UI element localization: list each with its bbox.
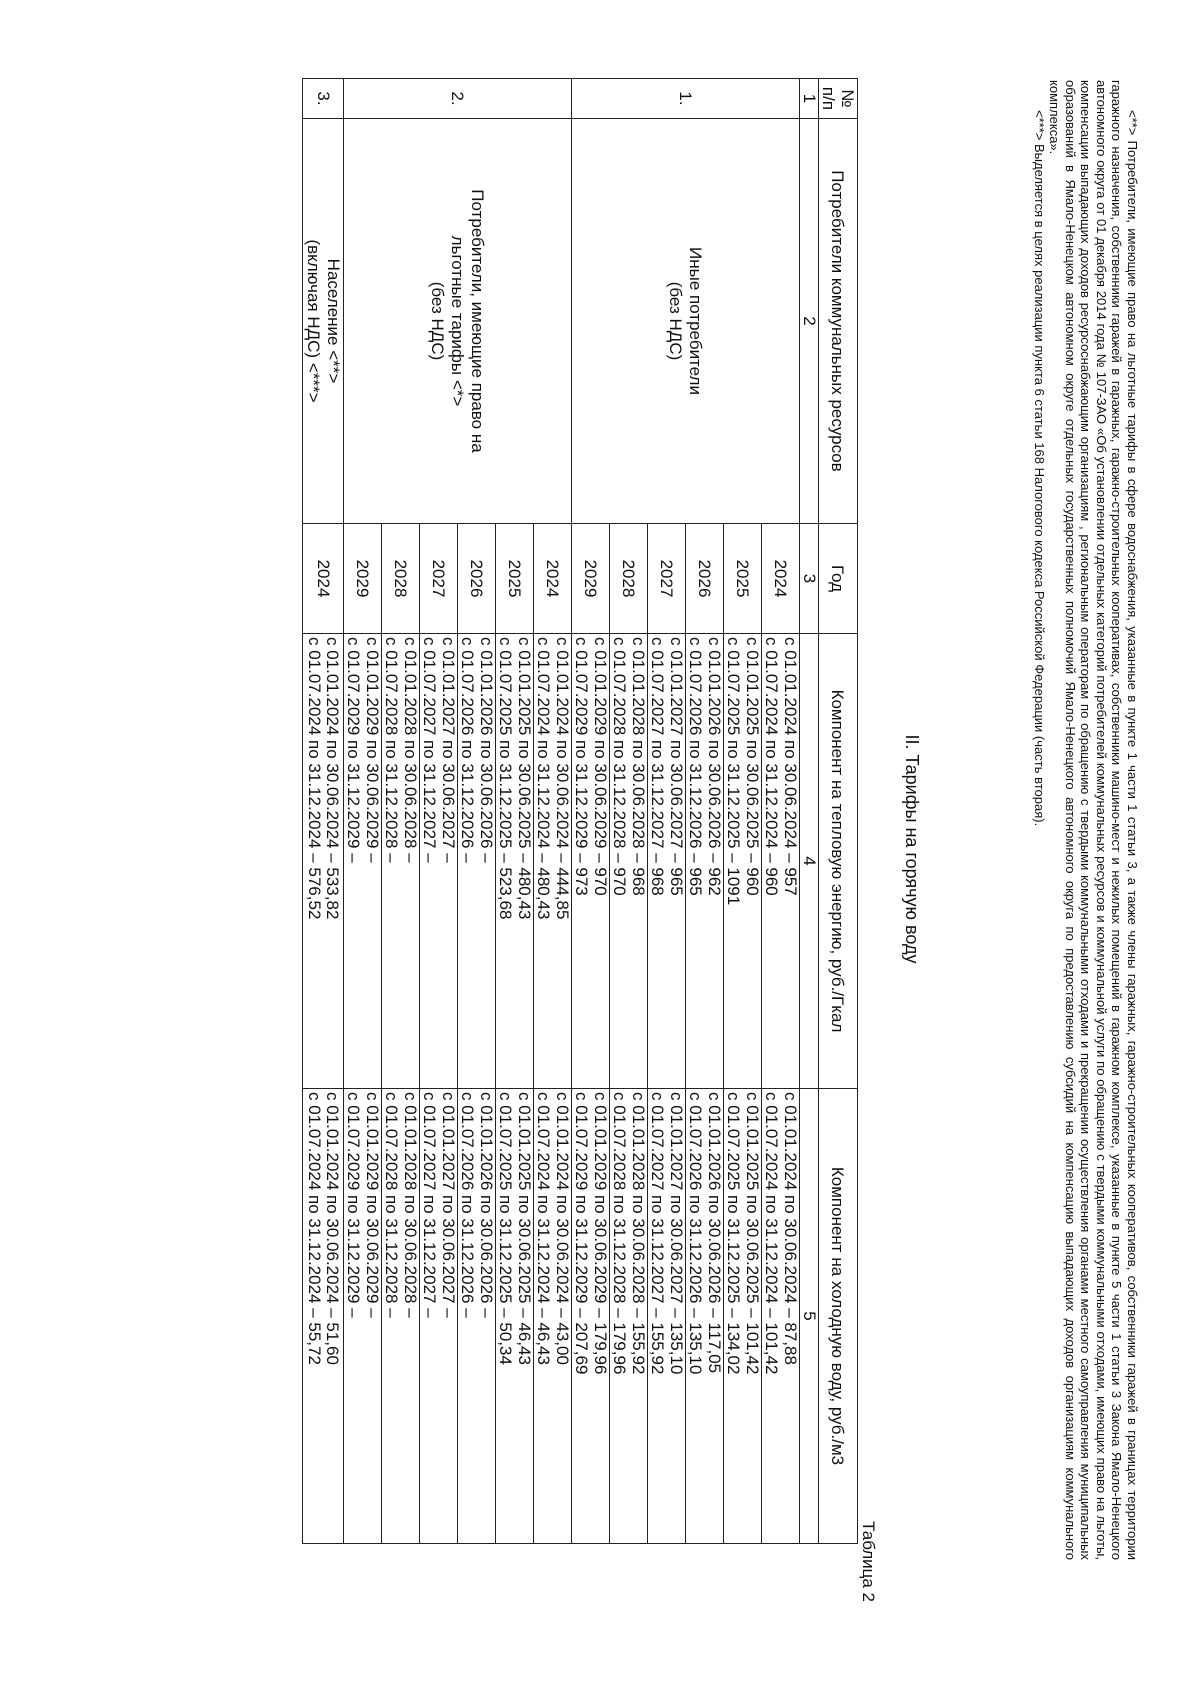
tariff-period: с 01.01.2027 по 30.06.2027 – — [439, 637, 458, 863]
tariff-period: с 01.01.2029 по 30.06.2029 – 179,96 — [591, 1092, 610, 1375]
tariff-period: с 01.07.2024 по 31.12.2024 – 101,42 — [762, 1092, 782, 1375]
heat-component-cell — [648, 634, 686, 1089]
heat-component-cell — [762, 634, 800, 1089]
tariff-period: с 01.07.2024 по 31.12.2024 – 480,43 — [534, 637, 554, 920]
tariff-period: с 01.07.2025 по 31.12.2025 – 134,02 — [724, 1092, 744, 1375]
heat-component-cell — [458, 634, 496, 1089]
cold-water-component-cell — [420, 1089, 458, 1544]
tariff-period: с 01.01.2028 по 30.06.2028 – 155,92 — [629, 1092, 648, 1375]
consumer-group-line: Потребители, имеющие право на — [468, 189, 488, 453]
tariff-period: с 01.01.2024 по 30.06.2024 – 87,88 — [781, 1092, 800, 1365]
footnote-triple-asterisk: <***> Выделяется в целях реализации пункта 6 статьи 168 Налогового кодекса Российской Федерации (часть вторая). — [1032, 110, 1047, 827]
header-year: Год — [819, 524, 858, 634]
consumer-group-line: Иные потребители — [686, 247, 706, 395]
heat-component-cell — [303, 634, 344, 1089]
tariff-period: с 01.07.2024 по 31.12.2024 – 960 — [762, 637, 782, 896]
column-number-row — [800, 79, 819, 1544]
year-cell: 2026 — [458, 524, 496, 634]
consumer-group-line: (без НДС) — [666, 281, 686, 361]
year-cell: 2024 — [534, 524, 572, 634]
tariff-period: с 01.07.2029 по 31.12.2029 – — [344, 1092, 364, 1318]
tariff-period: с 01.01.2025 по 30.06.2025 – 46,43 — [515, 1092, 534, 1365]
table-label: Таблица 2 — [859, 1521, 878, 1602]
header-cold-water-component: Компонент на холодную воду, руб./м3 — [819, 1089, 858, 1544]
tariff-period: с 01.07.2028 по 31.12.2028 – 179,96 — [610, 1092, 630, 1375]
tariff-period: с 01.01.2029 по 30.06.2029 – — [363, 1092, 382, 1318]
header-number: № п/п — [819, 79, 858, 119]
tariff-period: с 01.01.2024 по 30.06.2024 – 444,85 — [553, 637, 572, 920]
tariff-period: с 01.07.2025 по 31.12.2025 – 50,34 — [496, 1092, 516, 1365]
tariff-period: с 01.01.2026 по 30.06.2026 – — [477, 637, 496, 863]
section-title: II. Тарифы на горячую воду — [902, 734, 922, 964]
tariff-period: с 01.07.2025 по 31.12.2025 – 523,68 — [496, 637, 516, 920]
row-index: 2. — [344, 79, 572, 119]
tariff-period: с 01.07.2024 по 31.12.2024 – 576,52 — [305, 637, 324, 920]
cold-water-component-cell — [762, 1089, 800, 1544]
footnote-double-asterisk: <**> Потребители, имеющие право на льготные тарифы в сфере водоснабжения, указанные в пункте 1 части 1 статьи 3, а также члены гаражных, гаражно-строительных кооперативов, собственники гаражей в границах территории гаражного назначения, собственники гаражей в гаражных, гаражно-строительных кооперативах, собственники машино-мест и нежилых помещений в гаражном комплексе, указанные в пункте 5 части 1 статьи 3 Закона Ямало-Ненецкого автономного округа от 01 декабря 2014 года № 107-ЗАО «Об установлении отдельных категорий потребителей коммунальных ресурсов и коммунальной услуги по обращению с твердыми коммунальными отходами, имеющих право на льготы, компенсации выпадающих доходов ресурсоснабжающим организациям , региональным операторам по обращению с твердыми коммунальными отходами и прекращении осуществления органами местного самоуправления муниципальных образований в Ямало-Ненецком автономном округе отдельных государственных полномочий Ямало-Ненецкого автономного округа по предоставлению субсидий на компенсацию выпадающих доходов организациям коммунального комплекса». — [1047, 80, 1140, 1560]
column-number: 2 — [800, 119, 819, 524]
tariff-period: с 01.01.2027 по 30.06.2027 – 965 — [667, 637, 686, 896]
year-cell: 2027 — [648, 524, 686, 634]
tariff-period: с 01.07.2025 по 31.12.2025 – 1091 — [724, 637, 744, 906]
consumer-group — [344, 119, 572, 524]
tariff-period: с 01.07.2027 по 31.12.2027 – 155,92 — [648, 1092, 668, 1375]
footnotes — [1032, 80, 1141, 1560]
tariff-period: с 01.01.2024 по 30.06.2024 – 51,60 — [323, 1092, 343, 1365]
tariff-period: с 01.01.2026 по 30.06.2026 – 962 — [705, 637, 724, 896]
cold-water-component-cell — [534, 1089, 572, 1544]
tariff-period: с 01.01.2028 по 30.06.2028 – — [401, 1092, 420, 1318]
tariff-period: с 01.07.2027 по 31.12.2027 – 968 — [648, 637, 668, 896]
tariff-period: с 01.07.2029 по 31.12.2029 – — [344, 637, 364, 863]
header-heat-component: Компонент на тепловую энергию, руб./Гкал — [819, 634, 858, 1089]
year-cell: 2024 — [762, 524, 800, 634]
year-cell: 2026 — [686, 524, 724, 634]
cold-water-component-cell — [610, 1089, 648, 1544]
year-cell: 2025 — [496, 524, 534, 634]
header-consumers: Потребители коммунальных ресурсов — [819, 119, 858, 524]
table-row — [534, 79, 572, 1544]
tariff-period: с 01.01.2028 по 30.06.2028 – 968 — [629, 637, 648, 896]
tariff-period: с 01.01.2025 по 30.06.2025 – 480,43 — [515, 637, 534, 920]
tariff-period: с 01.07.2029 по 31.12.2029 – 973 — [572, 637, 592, 896]
cold-water-component-cell — [648, 1089, 686, 1544]
tariff-period: с 01.01.2029 по 30.06.2029 – — [363, 637, 382, 863]
cold-water-component-cell — [344, 1089, 382, 1544]
tariff-period: с 01.01.2025 по 30.06.2025 – 960 — [743, 637, 762, 896]
year-cell: 2028 — [382, 524, 420, 634]
year-cell: 2028 — [610, 524, 648, 634]
tariff-period: с 01.01.2027 по 30.06.2027 – — [439, 1092, 458, 1318]
tariff-period: с 01.07.2026 по 31.12.2026 – 135,10 — [686, 1092, 706, 1375]
year-cell: 2025 — [724, 524, 762, 634]
tariff-period: с 01.07.2026 по 31.12.2026 – — [458, 637, 478, 863]
cold-water-component-cell — [382, 1089, 420, 1544]
consumer-group-line: (без НДС) — [428, 281, 448, 361]
year-cell: 2029 — [572, 524, 610, 634]
tariff-table — [302, 78, 858, 1544]
tariff-period: с 01.01.2025 по 30.06.2025 – 101,42 — [743, 1092, 762, 1375]
heat-component-cell — [382, 634, 420, 1089]
tariff-period: с 01.07.2028 по 31.12.2028 – — [382, 1092, 402, 1318]
tariff-period: с 01.01.2024 по 30.06.2024 – 957 — [781, 637, 800, 896]
consumer-group — [572, 119, 800, 524]
year-cell: 2027 — [420, 524, 458, 634]
tariff-period: с 01.01.2026 по 30.06.2026 – — [477, 1092, 496, 1318]
year-cell: 2024 — [303, 524, 344, 634]
cold-water-component-cell — [458, 1089, 496, 1544]
consumer-group — [303, 119, 344, 524]
tariff-period: с 01.01.2027 по 30.06.2027 – 135,10 — [667, 1092, 686, 1375]
tariff-period: с 01.07.2026 по 31.12.2026 – — [458, 1092, 478, 1318]
tariff-period: с 01.07.2026 по 31.12.2026 – 965 — [686, 637, 706, 896]
tariff-period: с 01.01.2024 по 30.06.2024 – 533,82 — [323, 637, 343, 920]
tariff-period: с 01.07.2024 по 31.12.2024 – 55,72 — [305, 1092, 324, 1365]
column-number: 4 — [800, 634, 819, 1089]
tariff-period: с 01.07.2028 по 31.12.2028 – — [382, 637, 402, 863]
table-row — [762, 79, 800, 1544]
year-cell: 2029 — [344, 524, 382, 634]
tariff-period: с 01.07.2027 по 31.12.2027 – — [420, 1092, 440, 1318]
heat-component-cell — [572, 634, 610, 1089]
tariff-period: с 01.07.2024 по 31.12.2024 – 46,43 — [534, 1092, 554, 1365]
cold-water-component-cell — [303, 1089, 344, 1544]
column-number: 1 — [800, 79, 819, 119]
cold-water-component-cell — [496, 1089, 534, 1544]
tariff-period: с 01.01.2028 по 30.06.2028 – — [401, 637, 420, 863]
tariff-period: с 01.07.2029 по 31.12.2029 – 207,69 — [572, 1092, 592, 1375]
heat-component-cell — [686, 634, 724, 1089]
heat-component-cell — [724, 634, 762, 1089]
consumer-group-line: Население <**> — [324, 258, 343, 384]
column-number: 3 — [800, 524, 819, 634]
row-index: 3. — [303, 79, 344, 119]
heat-component-cell — [610, 634, 648, 1089]
cold-water-component-cell — [572, 1089, 610, 1544]
column-number: 5 — [800, 1089, 819, 1544]
consumer-group-line: (включая НДС) <***> — [304, 239, 323, 403]
tariff-period: с 01.07.2028 по 31.12.2028 – 970 — [610, 637, 630, 896]
row-index: 1. — [572, 79, 800, 119]
tariff-period: с 01.07.2027 по 31.12.2027 – — [420, 637, 440, 863]
tariff-period: с 01.01.2029 по 30.06.2029 – 970 — [591, 637, 610, 896]
consumer-group-line: льготные тарифы <*> — [448, 235, 468, 407]
table-header-row — [819, 79, 858, 1544]
heat-component-cell — [420, 634, 458, 1089]
tariff-period: с 01.01.2024 по 30.06.2024 – 43,00 — [553, 1092, 572, 1365]
heat-component-cell — [534, 634, 572, 1089]
tariff-period: с 01.01.2026 по 30.06.2026 – 117,05 — [705, 1092, 724, 1374]
table-row — [303, 79, 344, 1544]
cold-water-component-cell — [724, 1089, 762, 1544]
cold-water-component-cell — [686, 1089, 724, 1544]
heat-component-cell — [344, 634, 382, 1089]
heat-component-cell — [496, 634, 534, 1089]
